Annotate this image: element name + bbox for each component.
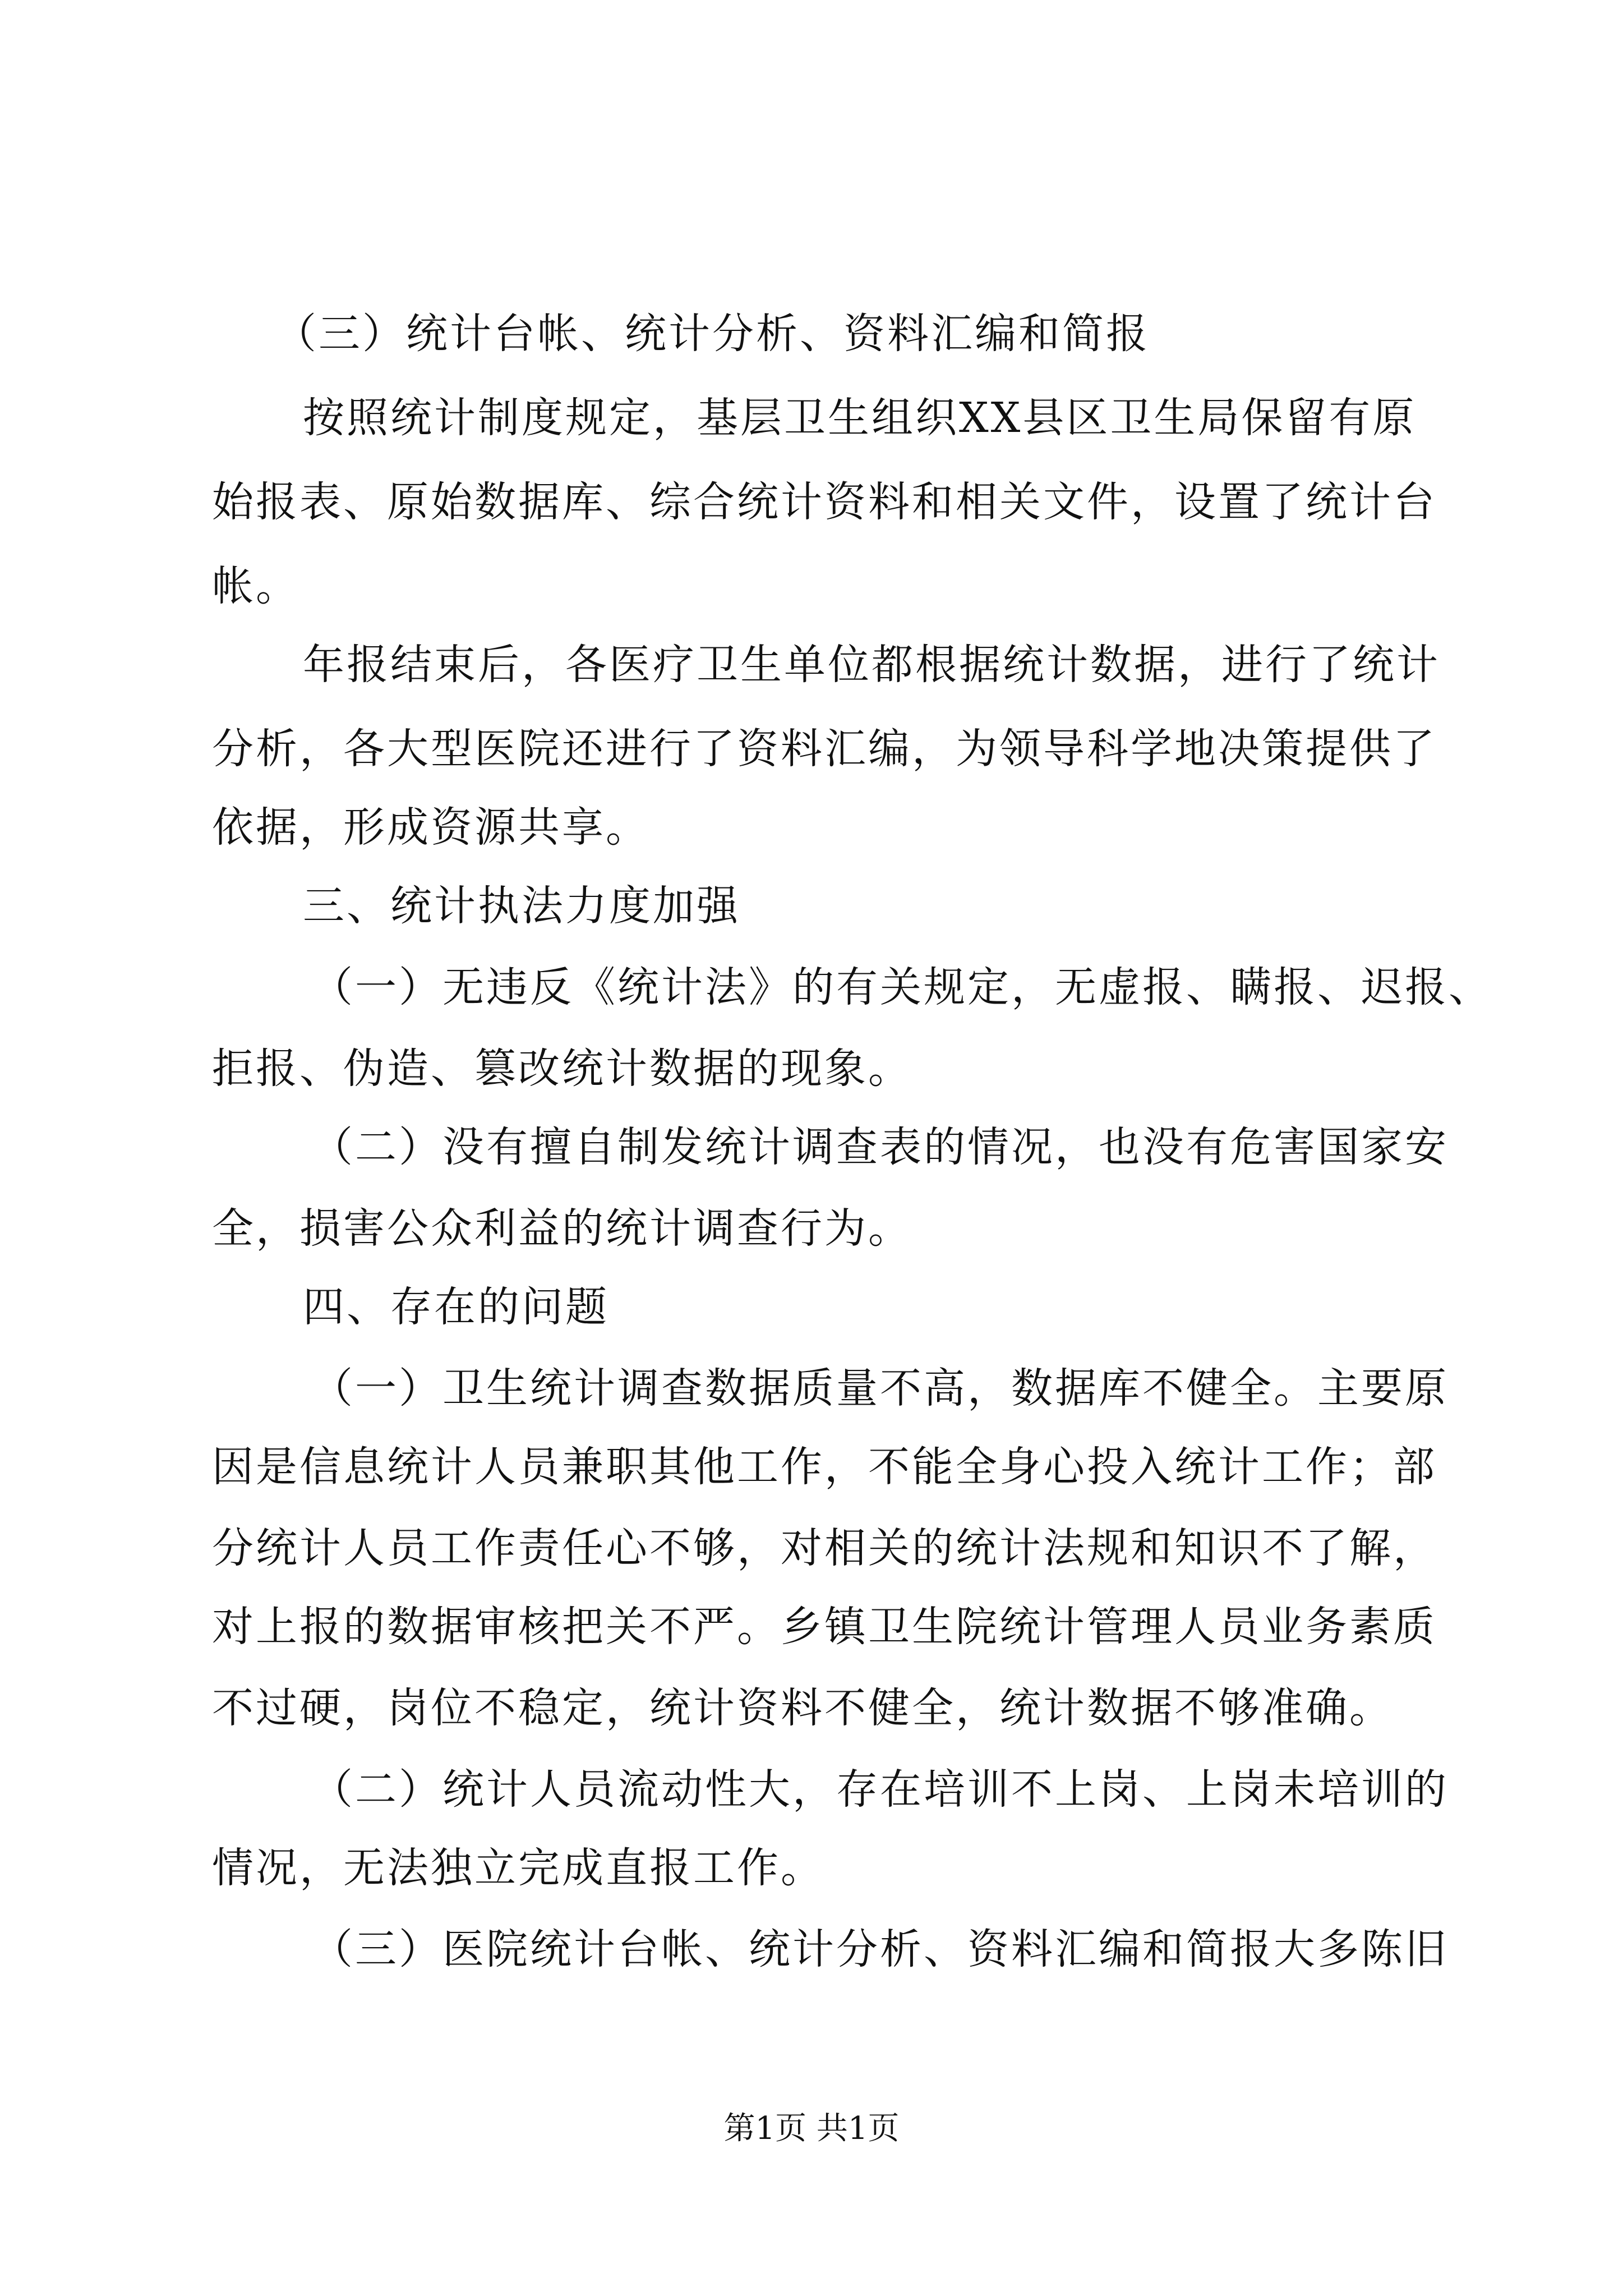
paragraph-line: 帐。 — [212, 562, 299, 610]
paragraph-line: 分析，各大型医院还进行了资料汇编，为领导科学地决策提供了 — [212, 725, 1437, 773]
paragraph-line: （二）统计人员流动性大，存在培训不上岗、上岗未培训的 — [311, 1765, 1449, 1814]
paragraph-line: 依据，形成资源共享。 — [212, 803, 649, 852]
section-heading-statistics-ledger: （三）统计台帐、统计分析、资料汇编和简报 — [275, 310, 1150, 358]
paragraph-line: 不过硬，岗位不稳定，统计资料不健全，统计数据不够准确。 — [212, 1684, 1393, 1732]
paragraph-line: 因是信息统计人员兼职其他工作，不能全身心投入统计工作；部 — [212, 1443, 1437, 1491]
paragraph-line: 按照统计制度规定，基层卫生组织XX县区卫生局保留有原 — [303, 394, 1417, 442]
paragraph-line: （一）卫生统计调查数据质量不高，数据库不健全。主要原 — [311, 1364, 1449, 1412]
paragraph-line: 全，损害公众利益的统计调查行为。 — [212, 1204, 912, 1253]
page-number-footer: 第1页 共1页 — [723, 2110, 900, 2147]
paragraph-line: （二）没有擅自制发统计调查表的情况，也没有危害国家安 — [311, 1123, 1449, 1171]
paragraph-line: 拒报、伪造、篡改统计数据的现象。 — [212, 1045, 912, 1093]
paragraph-line: 分统计人员工作责任心不够，对相关的统计法规和知识不了解， — [212, 1524, 1437, 1572]
paragraph-line: 始报表、原始数据库、综合统计资料和相关文件，设置了统计台 — [212, 478, 1437, 526]
section-heading-enforcement: 三、统计执法力度加强 — [303, 882, 740, 930]
paragraph-line: 年报结束后，各医疗卫生单位都根据统计数据，进行了统计 — [303, 641, 1440, 689]
paragraph-line: 对上报的数据审核把关不严。乡镇卫生院统计管理人员业务素质 — [212, 1603, 1437, 1651]
paragraph-line: 情况，无法独立完成直报工作。 — [212, 1844, 824, 1892]
paragraph-line: （三）医院统计台帐、统计分析、资料汇编和简报大多陈旧 — [311, 1925, 1449, 1973]
paragraph-line: （一）无违反《统计法》的有关规定，无虚报、瞒报、迟报、 — [311, 963, 1492, 1011]
section-heading-problems: 四、存在的问题 — [303, 1283, 609, 1331]
